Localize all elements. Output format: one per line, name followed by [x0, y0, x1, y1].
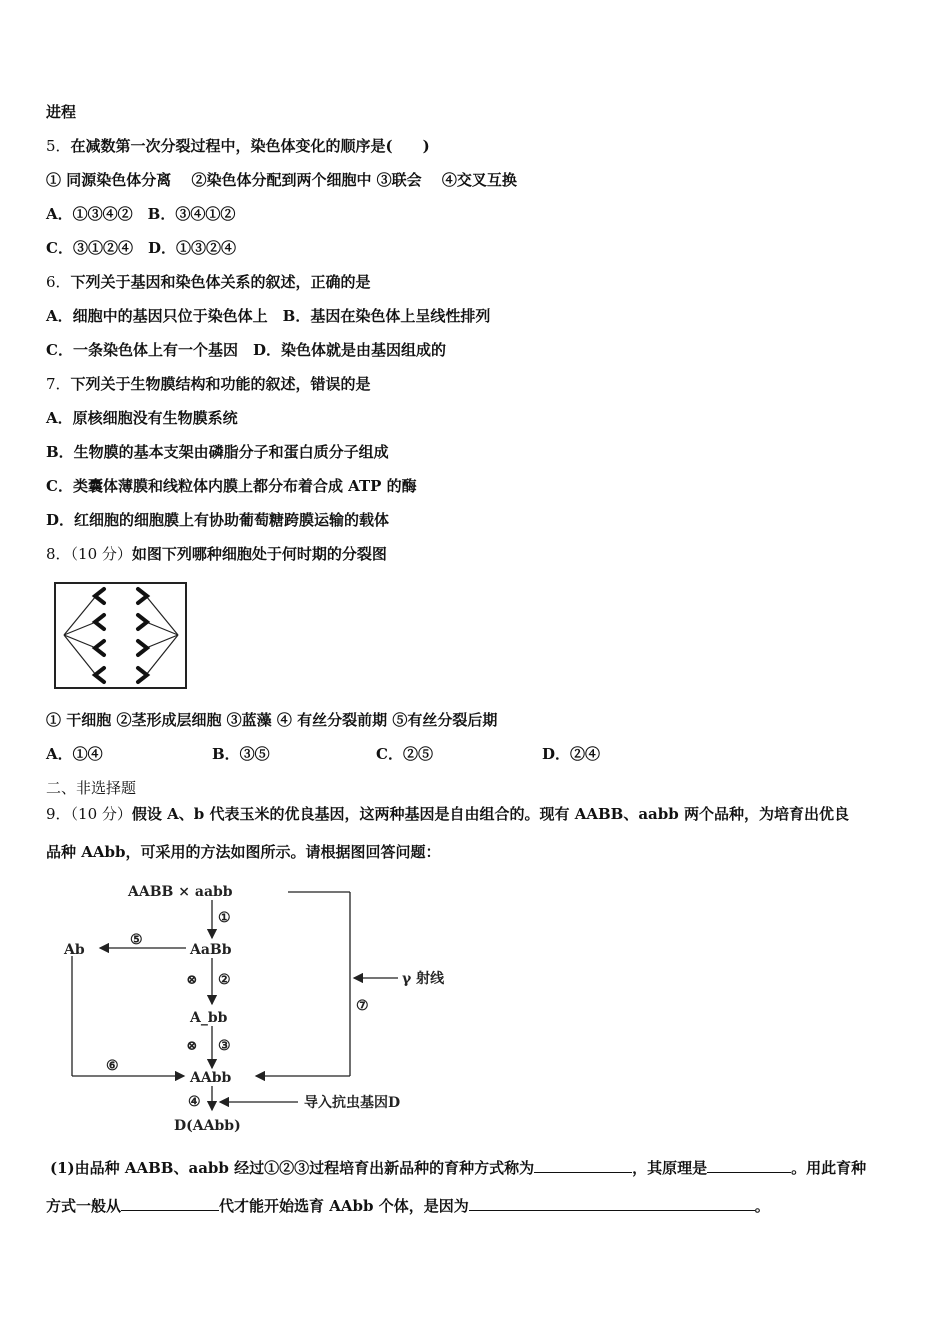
sub-question-text: 。用此育种 [791, 1159, 867, 1177]
option-d: D．②④ [542, 745, 601, 763]
step-4-label: ④ [188, 1094, 201, 1110]
option-b: B．③⑤ [212, 745, 270, 763]
question-number: 7． [46, 375, 71, 393]
option-d: D．①③②④ [147, 239, 236, 257]
selfing-symbol: ⊗ [186, 972, 198, 988]
question-7-stem [46, 374, 371, 394]
question-7-option-d: D．红细胞的细胞膜上有协助葡萄糖跨膜运输的载体 [46, 511, 390, 529]
question-6-options-row2 [46, 340, 446, 360]
question-number: 6． [46, 273, 71, 291]
section-heading: 二、非选择题 [46, 779, 137, 797]
question-number: 9． [46, 805, 71, 823]
breeding-diagram [60, 878, 480, 1138]
question-text: 假设 A、b 代表玉米的优良基因，这两种基因是自由组合的。现有 AABB、aabb 两个品种，为培育出优良 [131, 805, 849, 823]
question-9-sub1-line1 [50, 1158, 866, 1178]
option-c: C．一条染色体上有一个基因 [46, 341, 238, 359]
question-text: 下列关于生物膜结构和功能的叙述，错误的是 [70, 375, 371, 393]
sub-question-text: 方式一般从 [46, 1197, 122, 1215]
ab-label: Ab [64, 942, 85, 958]
sub-question-text: 代才能开始选育 AAbb 个体，是因为 [219, 1197, 469, 1215]
gamma-ray-label: γ 射线 [402, 971, 445, 987]
option-a: A．细胞中的基因只位于染色体上 [46, 307, 268, 325]
sub-question-text: 。 [754, 1197, 770, 1215]
option-d: D．染色体就是由基因组成的 [252, 341, 446, 359]
question-9-stem-line1 [46, 804, 849, 824]
question-8-items: ① 干细胞 ②茎形成层细胞 ③蓝藻 ④ 有丝分裂前期 ⑤有丝分裂后期 [46, 711, 498, 729]
option-c: C．③①②④ [46, 239, 133, 257]
option-b: B．③④①② [147, 205, 236, 223]
question-7-option-b: B．生物膜的基本支架由磷脂分子和蛋白质分子组成 [46, 443, 389, 461]
step-7-label: ⑦ [356, 998, 369, 1014]
answer-blank[interactable] [469, 1196, 755, 1211]
step-2-label: ② [218, 972, 231, 988]
option-c: C．②⑤ [376, 745, 433, 763]
f1-label: AaBb [190, 942, 232, 958]
option-a: A．①③④② [46, 205, 133, 223]
question-9-sub1-line2 [46, 1196, 770, 1216]
question-score: （10 分） [70, 805, 132, 823]
final-label: D(AAbb) [174, 1118, 241, 1134]
option-b: B．基因在染色体上呈线性排列 [282, 307, 491, 325]
question-6-stem [46, 272, 371, 292]
step-3-label: ③ [218, 1038, 231, 1054]
cross-label: AABB × aabb [128, 884, 233, 900]
question-number: 5． [46, 137, 71, 155]
question-7-option-a: A．原核细胞没有生物膜系统 [46, 409, 238, 427]
question-5-options-row2 [46, 238, 236, 258]
step-6-label: ⑥ [106, 1058, 119, 1074]
question-text: 在减数第一次分裂过程中，染色体变化的顺序是( ) [70, 137, 430, 155]
step-5-label: ⑤ [130, 932, 143, 948]
answer-blank[interactable] [121, 1196, 219, 1211]
sub-question-text: ，其原理是 [632, 1159, 708, 1177]
target-label: AAbb [190, 1070, 232, 1086]
question-5-options-row1 [46, 204, 235, 224]
question-number: 8． [46, 545, 71, 563]
question-7-option-c: C．类囊体薄膜和线粒体内膜上都分布着合成 ATP 的酶 [46, 477, 417, 495]
step-1-label: ① [218, 910, 231, 926]
answer-blank[interactable] [534, 1158, 632, 1173]
cell-division-figure [54, 582, 188, 690]
question-6-options-row1 [46, 306, 490, 326]
question-text: 下列关于基因和染色体关系的叙述，正确的是 [70, 273, 371, 291]
question-5-items: ① 同源染色体分离 ②染色体分配到两个细胞中 ③联会 ④交叉互换 [46, 171, 517, 189]
option-a: A．①④ [46, 745, 103, 763]
sub-question-text: (1)由品种 AABB、aabb 经过①②③过程培育出新品种的育种方式称为 [50, 1159, 535, 1177]
question-text: 如图下列哪种细胞处于何时期的分裂图 [131, 545, 387, 563]
answer-blank[interactable] [707, 1158, 791, 1173]
question-score: （10 分） [70, 545, 132, 563]
question-9-stem-line2: 品种 AAbb，可采用的方法如图所示。请根据图回答问题： [46, 843, 441, 861]
f2-label: A_bb [190, 1010, 228, 1026]
question-8-stem [46, 544, 387, 564]
question-5-stem [46, 136, 430, 156]
insert-gene-label: 导入抗虫基因D [304, 1095, 401, 1111]
selfing-symbol: ⊗ [186, 1038, 198, 1054]
continued-text: 进程 [46, 103, 77, 121]
